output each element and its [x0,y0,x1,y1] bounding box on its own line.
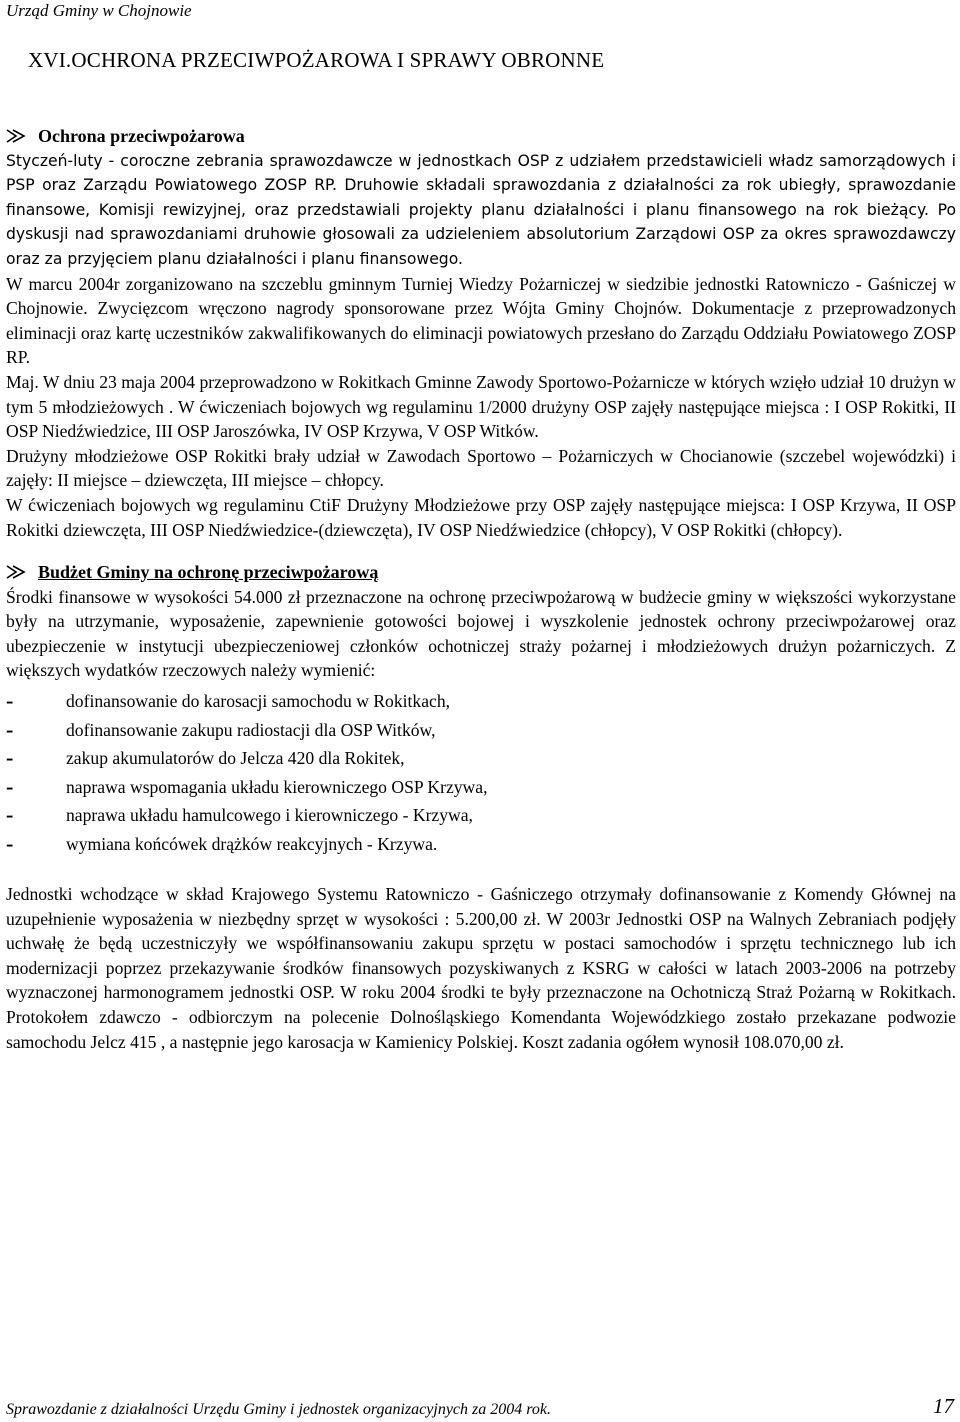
footer-text: Sprawozdanie z działalności Urzędu Gminy i jednostek organizacyjnych za 2004 rok. [6,1401,551,1418]
page-footer [6,1394,954,1419]
document-body [6,124,956,1054]
expense-list [6,687,956,858]
paragraph-march-contest: W marcu 2004r zorganizowano na szczeblu gminnym Turniej Wiedzy Pożarniczej w siedzibie jednostki Ratowniczo - Gaśniczej w Chojnowie. Zwycięzcom wręczono nagrody sponsorowane przez Wójta Gminy Chojnów. Dokumentacje z przeprowadzonych eliminacji oraz kartę uczestników zakwalifikowanych do eliminacji powiatowych przesłano do Zarządu Oddziału Powiatowego ZOSP RP. [6,273,956,368]
page-header: Urząd Gminy w Chojnowie [6,1,192,20]
section-heading-budget [6,560,956,585]
list-item: - dofinansowanie zakupu radiostacji dla OSP Witków, [6,716,436,742]
paragraph-ctif-results: W ćwiczeniach bojowych wg regulaminu CtiF Drużyny Młodzieżowe przy OSP zajęły następujące miejsca: I OSP Krzywa, II OSP Rokitki dziewczęta, III OSP Niedźwiedzice-(dziewczęta), IV OSP Niedźwiedzice (chłopcy), V OSP Rokitki (chłopcy). [6,494,956,540]
paragraph-youth-teams: Drużyny młodzieżowe OSP Rokitki brały udział w Zawodach Sportowo – Pożarniczych w Chocianowie (szczebel wojewódzki) i zajęły: II miejsce – dziewczęta, III miejsce – chłopcy. [6,445,956,491]
page-title: XVI.OCHRONA PRZECIWPOŻAROWA I SPRAWY OBRONNE [28,48,605,72]
section-heading-fire-protection [6,124,956,149]
paragraph-may-competition: Maj. W dniu 23 maja 2004 przeprowadzono w Rokitkach Gminne Zawody Sportowo-Pożarnicze w których wzięło udział 10 drużyn w tym 5 młodzieżowych . W ćwiczeniach bojowych wg regulaminu 1/2000 drużyny OSP zajęły następujące miejsca : I OSP Rokitki, II OSP Niedźwiedzice, III OSP Jaroszówka, IV OSP Krzywa, V OSP Witków. [6,371,956,442]
arrow-bullet-icon [6,128,26,144]
list-item: - dofinansowanie do karosacji samochodu w Rokitkach, [6,688,451,714]
section-heading-text: Ochrona przeciwpożarowa [38,126,245,146]
list-item: - zakup akumulatorów do Jelcza 420 dla Rokitek, [6,745,405,771]
arrow-bullet-icon [6,564,26,580]
paragraph-ksrg-funding: Jednostki wchodzące w skład Krajowego Systemu Ratowniczo - Gaśniczego otrzymały dofinansowanie z Komendy Głównej na uzupełnienie wyposażenia w niezbędny sprzęt w wysokości : 5.200,00 zł. W 2003r Jednostki OSP na Walnych Zebraniach podjęły uchwałę że będą uczestniczyły we współfinansowaniu zakupu sprzętu w postaci samochodów i sprzętu technicznego lub ich modernizacji poprzez przekazywanie środków finansowych pozyskiwanych z KSRG w całości w latach 2003-2006 na potrzeby wyznaczonej harmonogramem jednostki OSP. W roku 2004 środki te były przeznaczone na Ochotniczą Straż Pożarną w Rokitkach. Protokołem zdawczo - odbiorczym na polecenie Dolnośląskiego Komendanta Wojewódzkiego zostało przekazane podwozie samochodu Jelcz 415 , a następnie jego karosacja w Kamienicy Polskiej. Koszt zadania ogółem wynosił 108.070,00 zł. [6,884,956,1052]
paragraph-budget-funds: Środki finansowe w wysokości 54.000 zł przeznaczone na ochronę przeciwpożarową w budżecie gminy w większości wykorzystane były na utrzymanie, wyposażenie, zapewnienie gotowości bojowej i wyszkolenie jednostek ochrony przeciwpożarowej oraz ubezpieczenie w instytucji ubezpieczeniowej członków ochotniczej straży pożarnej i młodzieżowych drużyn pożarniczych. Z większych wydatków rzeczowych należy wymienić: [6,586,956,681]
paragraph-annual-meetings: Styczeń-luty - coroczne zebrania sprawozdawcze w jednostkach OSP z udziałem przedstawicieli władz samorządowych i PSP oraz Zarządu Powiatowego ZOSP RP. Druhowie składali sprawozdania z działalności za rok ubiegły, sprawozdanie finansowe, Komisji rewizyjnej, oraz przedstawiali projekty planu działalności i planu finansowego na rok bieżący. Po dyskusji nad sprawozdaniami druhowie głosowali za udzieleniem absolutorium Zarządowi OSP za okres sprawozdawczy oraz za przyjęciem planu działalności i planu finansowego. [6,151,956,268]
list-item: - naprawa wspomagania układu kierowniczego OSP Krzywa, [6,773,488,799]
list-item: - wymiana końcówek drążków reakcyjnych - Krzywa. [6,830,438,856]
page-number: 17 [933,1394,954,1418]
section-heading-text: Budżet Gminy na ochronę przeciwpożarową [38,562,379,583]
list-item: - naprawa układu hamulcowego i kierowniczego - Krzywa, [6,802,473,828]
